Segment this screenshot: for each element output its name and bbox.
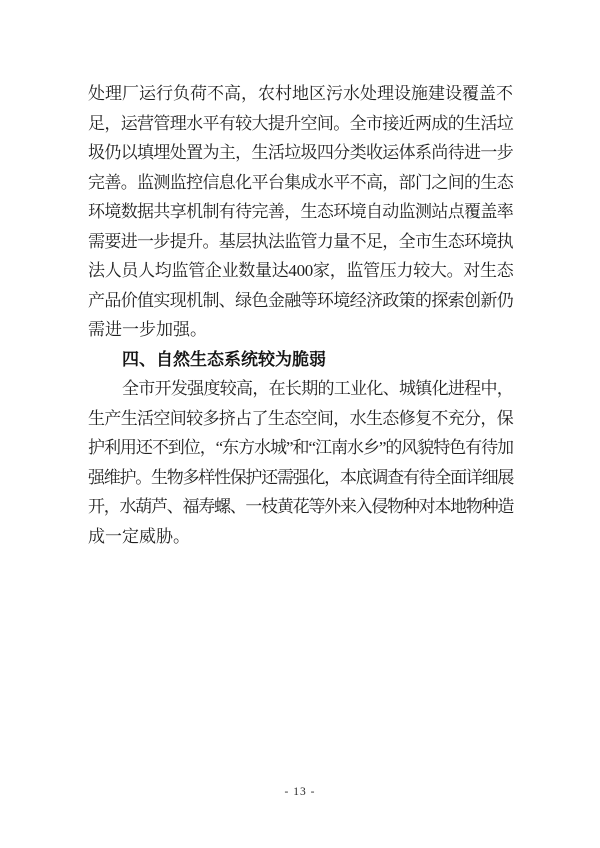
page-body xyxy=(88,79,513,551)
text-line: 护利用还不到位，“东方水城”和“江南水乡”的风貌特色有待加 xyxy=(88,438,513,457)
text-line: 需要进一步提升。基层执法监管力量不足，全市生态环境执 xyxy=(88,231,513,251)
text-line: 法人员人均监管企业数量达400家，监管压力较大。对生态 xyxy=(88,261,514,280)
page-footer xyxy=(0,782,600,800)
text-line: 开，水葫芦、福寿螺、一枝黄花等外来入侵物种对本地物种造 xyxy=(88,497,513,516)
text-line: 产品价值实现机制、绿色金融等环境经济政策的探索创新仍 xyxy=(88,290,513,310)
text-line: 处理厂运行负荷不高，农村地区污水处理设施建设覆盖不 xyxy=(88,84,513,103)
text-line: 生产生活空间较多挤占了生态空间，水生态修复不充分，保 xyxy=(88,408,513,428)
text-line: 需进一步加强。 xyxy=(88,320,207,339)
text-line: 圾仍以填埋处置为主，生活垃圾四分类收运体系尚待进一步 xyxy=(88,143,513,162)
text-line: 全市开发强度较高，在长期的工业化、城镇化进程中， xyxy=(122,379,513,398)
text-line: 成一定威胁。 xyxy=(88,526,190,546)
page-number: - 13 - xyxy=(284,786,316,798)
text-line: 强维护。生物多样性保护还需强化，本底调查有待全面详细展 xyxy=(88,467,513,487)
text-line: 完善。监测监控信息化平台集成水平不高，部门之间的生态 xyxy=(88,172,513,192)
text-line: 环境数据共享机制有待完善，生态环境自动监测站点覆盖率 xyxy=(88,202,513,221)
section-heading: 四、自然生态系统较为脆弱 xyxy=(122,349,326,369)
text-line: 足，运营管理水平有较大提升空间。全市接近两成的生活垃 xyxy=(88,113,513,133)
